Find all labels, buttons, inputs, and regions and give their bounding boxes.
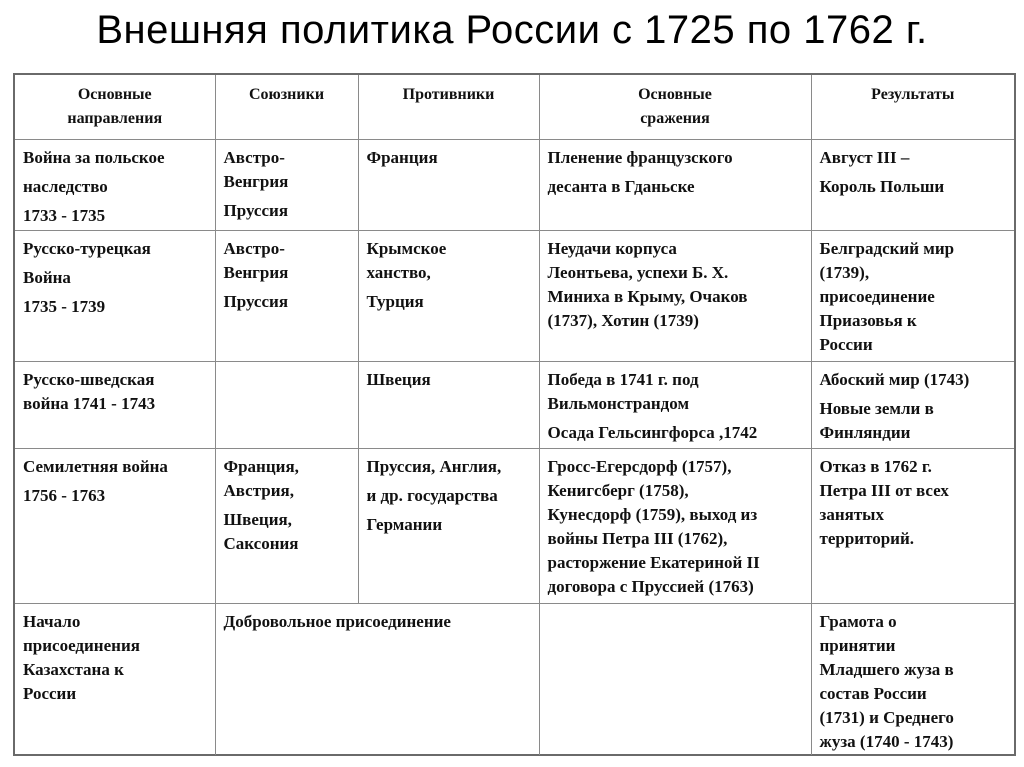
- battles-cell: [539, 230, 811, 361]
- cell-line: Саксония: [223, 533, 299, 553]
- cell-line: Война: [23, 267, 71, 287]
- header-line: Основные: [77, 86, 152, 103]
- header-line: Союзники: [248, 86, 325, 103]
- cell-line: состав России: [819, 683, 927, 703]
- cell-line: Гросс-Егерсдорф (1757),: [547, 456, 732, 476]
- cell-line: Швеция,: [223, 509, 292, 529]
- cell-line: ханство,: [366, 262, 431, 282]
- allies-cell: [215, 361, 358, 448]
- cell-line: жуза (1740 - 1743): [819, 731, 954, 751]
- header-cell: [215, 75, 358, 139]
- cell-line: Русско-шведская: [23, 369, 155, 389]
- header-cell: [15, 75, 215, 139]
- cell-line: Грамота о: [819, 611, 897, 631]
- results-cell: [811, 230, 1014, 361]
- cell-line: Венгрия: [223, 171, 289, 191]
- results-cell: [811, 361, 1014, 448]
- cell-line: Кенигсберг (1758),: [547, 480, 689, 500]
- direction-cell: [15, 361, 215, 448]
- cell-line: Пруссия, Англия,: [366, 456, 502, 476]
- header-cell: [539, 75, 811, 139]
- header-cell: [358, 75, 539, 139]
- cell-line: присоединение: [819, 286, 935, 306]
- cell-line: Осада Гельсингфорса ,1742: [547, 422, 758, 442]
- cell-line: территорий.: [819, 528, 915, 548]
- cell-line: Австро-: [223, 238, 285, 258]
- cell-line: 1735 - 1739: [23, 296, 106, 316]
- header-line: Основные: [638, 86, 712, 103]
- cell-line: Австрия,: [223, 480, 294, 500]
- cell-line: России: [819, 334, 873, 354]
- cell-line: Венгрия: [223, 262, 289, 282]
- cell-line: Новые земли в: [819, 398, 934, 418]
- results-cell: [811, 448, 1014, 603]
- cell-line: Победа в 1741 г. под: [547, 369, 699, 389]
- cell-line: России: [23, 683, 77, 703]
- allies-opponents-merged-cell: [215, 603, 539, 755]
- cell-line: Пруссия: [223, 291, 289, 311]
- cell-line: (1737), Хотин (1739): [547, 310, 699, 330]
- table-row: [15, 603, 1014, 755]
- cell-line: Война за польское: [23, 147, 165, 167]
- cell-line: Неудачи корпуса: [547, 238, 677, 258]
- battles-cell: [539, 603, 811, 755]
- cell-line: присоединения: [23, 635, 140, 655]
- cell-line: Финляндии: [819, 422, 911, 442]
- table-row: [15, 230, 1014, 361]
- cell-line: Швеция: [366, 369, 431, 389]
- cell-line: 1756 - 1763: [23, 485, 106, 505]
- cell-line: расторжение Екатериной II: [547, 552, 760, 572]
- cell-line: Франция: [366, 147, 438, 167]
- opponents-cell: [358, 448, 539, 603]
- battles-cell: [539, 361, 811, 448]
- header-line: Результаты: [871, 86, 955, 103]
- table-row: [15, 139, 1014, 230]
- cell-line: Отказ в 1762 г.: [819, 456, 932, 476]
- page-title: Внешняя политика России с 1725 по 1762 г.: [96, 8, 928, 52]
- cell-line: Русско-турецкая: [23, 238, 151, 258]
- cell-line: война 1741 - 1743: [23, 393, 156, 413]
- direction-cell: [15, 603, 215, 755]
- cell-line: (1731) и Среднего: [819, 707, 954, 727]
- allies-cell: [215, 139, 358, 230]
- cell-line: десанта в Гданьске: [547, 176, 695, 196]
- header-row: [15, 75, 1014, 139]
- battles-cell: [539, 448, 811, 603]
- cell-line: Семилетняя война: [23, 456, 168, 476]
- table-row: [15, 361, 1014, 448]
- cell-line: наследство: [23, 176, 108, 196]
- direction-cell: [15, 139, 215, 230]
- header-line: направления: [67, 110, 163, 127]
- cell-line: 1733 - 1735: [23, 205, 106, 225]
- allies-cell: [215, 230, 358, 361]
- cell-line: Турция: [366, 291, 424, 311]
- battles-cell: [539, 139, 811, 230]
- cell-line: Август III –: [819, 147, 910, 167]
- table-row: [15, 448, 1014, 603]
- cell-line: Добровольное присоединение: [223, 611, 451, 631]
- cell-line: Приазовья к: [819, 310, 917, 330]
- opponents-cell: [358, 361, 539, 448]
- opponents-cell: [358, 230, 539, 361]
- allies-cell: [215, 448, 358, 603]
- cell-line: Казахстана к: [23, 659, 124, 679]
- direction-cell: [15, 230, 215, 361]
- cell-line: Франция,: [223, 456, 299, 476]
- cell-line: Начало: [23, 611, 81, 631]
- cell-line: и др. государства: [366, 485, 498, 505]
- results-cell: [811, 139, 1014, 230]
- cell-line: Младшего жуза в: [819, 659, 954, 679]
- foreign-policy-table: [13, 73, 1016, 756]
- cell-line: Король Польши: [819, 176, 945, 196]
- header-cell: [811, 75, 1014, 139]
- results-cell: [811, 603, 1014, 755]
- cell-line: Пруссия: [223, 200, 289, 220]
- cell-line: Австро-: [223, 147, 285, 167]
- cell-line: договора с Пруссией (1763): [547, 576, 754, 596]
- cell-line: Кунесдорф (1759), выход из: [547, 504, 758, 524]
- cell-line: Крымское: [366, 238, 447, 258]
- cell-line: Белградский мир: [819, 238, 955, 258]
- cell-line: Абоский мир (1743): [819, 369, 970, 389]
- cell-line: Леонтьева, успехи Б. Х.: [547, 262, 729, 282]
- cell-line: (1739),: [819, 262, 870, 282]
- opponents-cell: [358, 139, 539, 230]
- header-line: Противники: [402, 86, 495, 103]
- cell-line: войны Петра III (1762),: [547, 528, 728, 548]
- cell-line: Вильмонстрандом: [547, 393, 690, 413]
- cell-line: Миниха в Крыму, Очаков: [547, 286, 748, 306]
- direction-cell: [15, 448, 215, 603]
- cell-line: занятых: [819, 504, 884, 524]
- cell-line: Германии: [366, 514, 443, 534]
- cell-line: Петра III от всех: [819, 480, 949, 500]
- cell-line: принятии: [819, 635, 896, 655]
- cell-line: Пленение французского: [547, 147, 733, 167]
- header-line: сражения: [640, 110, 710, 127]
